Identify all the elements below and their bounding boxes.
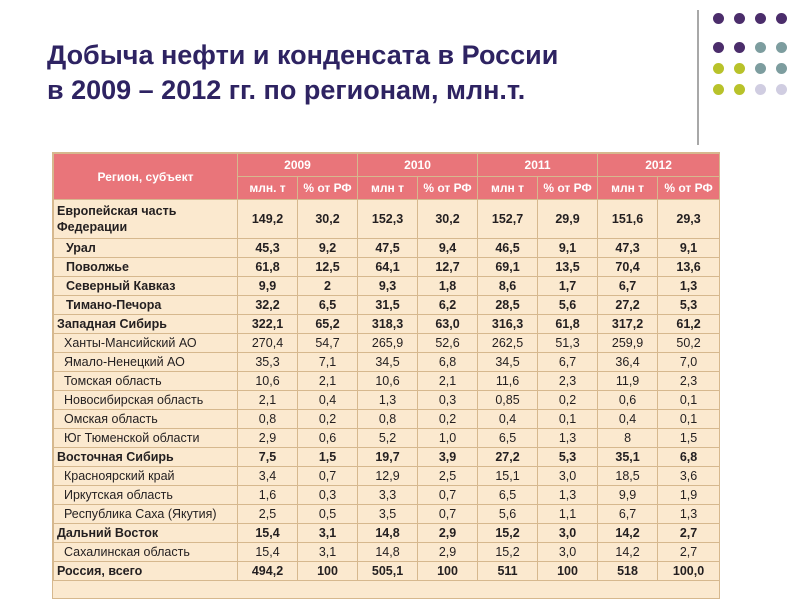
volume-cell: 15,4 — [238, 524, 298, 543]
share-cell: 5,3 — [658, 296, 720, 315]
unit-header: % от РФ — [538, 177, 598, 200]
volume-cell: 64,1 — [358, 258, 418, 277]
share-cell: 0,1 — [538, 410, 598, 429]
share-cell: 54,7 — [298, 334, 358, 353]
year-header-2012: 2012 — [598, 154, 720, 177]
share-cell: 52,6 — [418, 334, 478, 353]
volume-cell: 6,7 — [598, 505, 658, 524]
volume-cell: 11,6 — [478, 372, 538, 391]
volume-cell: 46,5 — [478, 239, 538, 258]
volume-cell: 9,9 — [238, 277, 298, 296]
share-cell: 3,0 — [538, 467, 598, 486]
volume-cell: 15,2 — [478, 543, 538, 562]
volume-cell: 35,3 — [238, 353, 298, 372]
table-row — [54, 277, 720, 296]
share-cell: 9,1 — [658, 239, 720, 258]
table-row — [54, 543, 720, 562]
volume-cell: 2,1 — [238, 391, 298, 410]
volume-cell: 34,5 — [358, 353, 418, 372]
volume-cell: 265,9 — [358, 334, 418, 353]
share-cell: 65,2 — [298, 315, 358, 334]
volume-cell: 9,9 — [598, 486, 658, 505]
volume-cell: 27,2 — [478, 448, 538, 467]
share-cell: 6,2 — [418, 296, 478, 315]
decorative-dot — [755, 84, 766, 95]
volume-cell: 6,5 — [478, 486, 538, 505]
volume-cell: 151,6 — [598, 200, 658, 239]
share-cell: 1,5 — [658, 429, 720, 448]
volume-cell: 19,7 — [358, 448, 418, 467]
share-cell: 3,6 — [658, 467, 720, 486]
volume-cell: 262,5 — [478, 334, 538, 353]
table-row — [54, 448, 720, 467]
decorative-dot — [755, 42, 766, 53]
decorative-dot — [734, 42, 745, 53]
volume-cell: 5,6 — [478, 505, 538, 524]
share-cell: 2,3 — [538, 372, 598, 391]
decorative-dot — [776, 63, 787, 74]
table-row — [54, 239, 720, 258]
share-cell: 1,8 — [418, 277, 478, 296]
share-cell: 2,7 — [658, 524, 720, 543]
table-body — [54, 200, 720, 581]
share-cell: 2,1 — [418, 372, 478, 391]
volume-cell: 14,8 — [358, 543, 418, 562]
decorative-dot — [713, 84, 724, 95]
decorative-dot — [776, 42, 787, 53]
volume-cell: 0,8 — [238, 410, 298, 429]
volume-cell: 270,4 — [238, 334, 298, 353]
region-name-cell: Омская область — [54, 410, 238, 429]
share-cell: 100 — [298, 562, 358, 581]
region-column-header: Регион, субъект — [54, 154, 238, 200]
volume-cell: 15,4 — [238, 543, 298, 562]
volume-cell: 3,3 — [358, 486, 418, 505]
share-cell: 1,7 — [538, 277, 598, 296]
share-cell: 1,3 — [538, 429, 598, 448]
share-cell: 1,5 — [298, 448, 358, 467]
slide-title-line-2: в 2009 – 2012 гг. по регионам, млн.т. — [47, 75, 526, 105]
share-cell: 7,0 — [658, 353, 720, 372]
volume-cell: 10,6 — [358, 372, 418, 391]
volume-cell: 69,1 — [478, 258, 538, 277]
decorative-dot — [755, 13, 766, 24]
table-row — [54, 200, 720, 239]
volume-cell: 11,9 — [598, 372, 658, 391]
share-cell: 61,8 — [538, 315, 598, 334]
decorative-dot-grid — [713, 13, 795, 125]
oil-production-table — [53, 153, 720, 581]
share-cell: 3,9 — [418, 448, 478, 467]
decorative-dot — [734, 13, 745, 24]
table-row — [54, 372, 720, 391]
region-name-cell: Дальний Восток — [54, 524, 238, 543]
table-row — [54, 467, 720, 486]
share-cell: 0,1 — [658, 410, 720, 429]
share-cell: 3,0 — [538, 524, 598, 543]
region-name-cell: Новосибирская область — [54, 391, 238, 410]
volume-cell: 3,5 — [358, 505, 418, 524]
volume-cell: 14,2 — [598, 524, 658, 543]
table-row — [54, 334, 720, 353]
volume-cell: 47,3 — [598, 239, 658, 258]
share-cell: 0,6 — [298, 429, 358, 448]
volume-cell: 7,5 — [238, 448, 298, 467]
year-header-2011: 2011 — [478, 154, 598, 177]
share-cell: 1,9 — [658, 486, 720, 505]
share-cell: 0,7 — [418, 505, 478, 524]
region-name-cell: Поволжье — [54, 258, 238, 277]
volume-cell: 31,5 — [358, 296, 418, 315]
volume-cell: 0,6 — [598, 391, 658, 410]
share-cell: 100,0 — [658, 562, 720, 581]
volume-cell: 27,2 — [598, 296, 658, 315]
unit-header: млн т — [478, 177, 538, 200]
share-cell: 1,3 — [658, 505, 720, 524]
unit-header: % от РФ — [658, 177, 720, 200]
table-header-years-row — [54, 154, 720, 177]
region-name-cell: Россия, всего — [54, 562, 238, 581]
share-cell: 0,4 — [298, 391, 358, 410]
table-row — [54, 562, 720, 581]
table-row — [54, 505, 720, 524]
table-row — [54, 524, 720, 543]
volume-cell: 511 — [478, 562, 538, 581]
region-name-cell: Республика Саха (Якутия) — [54, 505, 238, 524]
share-cell: 63,0 — [418, 315, 478, 334]
share-cell: 6,7 — [538, 353, 598, 372]
region-name-cell: Ханты-Мансийский АО — [54, 334, 238, 353]
share-cell: 1,3 — [538, 486, 598, 505]
share-cell: 1,1 — [538, 505, 598, 524]
decorative-dot — [713, 63, 724, 74]
volume-cell: 494,2 — [238, 562, 298, 581]
volume-cell: 32,2 — [238, 296, 298, 315]
share-cell: 6,8 — [658, 448, 720, 467]
volume-cell: 8,6 — [478, 277, 538, 296]
volume-cell: 61,8 — [238, 258, 298, 277]
volume-cell: 518 — [598, 562, 658, 581]
volume-cell: 152,7 — [478, 200, 538, 239]
share-cell: 1,3 — [658, 277, 720, 296]
year-header-2009: 2009 — [238, 154, 358, 177]
share-cell: 2,7 — [658, 543, 720, 562]
decorative-divider — [697, 10, 699, 145]
volume-cell: 317,2 — [598, 315, 658, 334]
share-cell: 0,5 — [298, 505, 358, 524]
volume-cell: 0,4 — [598, 410, 658, 429]
volume-cell: 0,4 — [478, 410, 538, 429]
unit-header: % от РФ — [418, 177, 478, 200]
unit-header: млн. т — [238, 177, 298, 200]
unit-header: млн т — [358, 177, 418, 200]
volume-cell: 15,2 — [478, 524, 538, 543]
share-cell: 12,7 — [418, 258, 478, 277]
region-name-cell: Восточная Сибирь — [54, 448, 238, 467]
volume-cell: 322,1 — [238, 315, 298, 334]
share-cell: 9,2 — [298, 239, 358, 258]
table-row — [54, 410, 720, 429]
share-cell: 0,3 — [418, 391, 478, 410]
region-name-cell: Юг Тюменской области — [54, 429, 238, 448]
volume-cell: 15,1 — [478, 467, 538, 486]
volume-cell: 259,9 — [598, 334, 658, 353]
share-cell: 29,3 — [658, 200, 720, 239]
slide-title — [47, 38, 687, 108]
region-name-cell: Томская область — [54, 372, 238, 391]
region-name-cell: Урал — [54, 239, 238, 258]
table-row — [54, 486, 720, 505]
decorative-dot — [776, 84, 787, 95]
region-name-cell: Европейская часть Федерации — [54, 200, 238, 239]
decorative-dot — [755, 63, 766, 74]
slide-title-line-1: Добыча нефти и конденсата в России — [47, 40, 559, 70]
unit-header: % от РФ — [298, 177, 358, 200]
share-cell: 13,5 — [538, 258, 598, 277]
share-cell: 0,7 — [418, 486, 478, 505]
volume-cell: 9,3 — [358, 277, 418, 296]
table-row — [54, 258, 720, 277]
share-cell: 2,3 — [658, 372, 720, 391]
share-cell: 0,2 — [538, 391, 598, 410]
volume-cell: 18,5 — [598, 467, 658, 486]
share-cell: 0,2 — [418, 410, 478, 429]
share-cell: 3,0 — [538, 543, 598, 562]
region-name-cell: Красноярский край — [54, 467, 238, 486]
volume-cell: 70,4 — [598, 258, 658, 277]
volume-cell: 3,4 — [238, 467, 298, 486]
share-cell: 7,1 — [298, 353, 358, 372]
volume-cell: 14,2 — [598, 543, 658, 562]
table-row — [54, 391, 720, 410]
share-cell: 2,9 — [418, 524, 478, 543]
volume-cell: 316,3 — [478, 315, 538, 334]
volume-cell: 1,3 — [358, 391, 418, 410]
volume-cell: 0,8 — [358, 410, 418, 429]
decorative-dot — [734, 84, 745, 95]
volume-cell: 10,6 — [238, 372, 298, 391]
volume-cell: 28,5 — [478, 296, 538, 315]
decorative-dot — [713, 13, 724, 24]
volume-cell: 1,6 — [238, 486, 298, 505]
share-cell: 1,0 — [418, 429, 478, 448]
unit-header: млн т — [598, 177, 658, 200]
volume-cell: 6,7 — [598, 277, 658, 296]
share-cell: 5,6 — [538, 296, 598, 315]
table-row — [54, 353, 720, 372]
share-cell: 2,1 — [298, 372, 358, 391]
volume-cell: 5,2 — [358, 429, 418, 448]
volume-cell: 0,85 — [478, 391, 538, 410]
share-cell: 100 — [538, 562, 598, 581]
volume-cell: 152,3 — [358, 200, 418, 239]
volume-cell: 318,3 — [358, 315, 418, 334]
decorative-dot — [776, 13, 787, 24]
volume-cell: 2,9 — [238, 429, 298, 448]
volume-cell: 505,1 — [358, 562, 418, 581]
share-cell: 51,3 — [538, 334, 598, 353]
share-cell: 9,1 — [538, 239, 598, 258]
volume-cell: 45,3 — [238, 239, 298, 258]
share-cell: 100 — [418, 562, 478, 581]
decorative-dot — [734, 63, 745, 74]
volume-cell: 14,8 — [358, 524, 418, 543]
share-cell: 5,3 — [538, 448, 598, 467]
decorative-dot — [713, 42, 724, 53]
share-cell: 3,1 — [298, 524, 358, 543]
share-cell: 0,3 — [298, 486, 358, 505]
share-cell: 0,7 — [298, 467, 358, 486]
volume-cell: 6,5 — [478, 429, 538, 448]
volume-cell: 47,5 — [358, 239, 418, 258]
region-name-cell: Западная Сибирь — [54, 315, 238, 334]
share-cell: 12,5 — [298, 258, 358, 277]
region-name-cell: Ямало-Ненецкий АО — [54, 353, 238, 372]
region-name-cell: Сахалинская область — [54, 543, 238, 562]
share-cell: 30,2 — [298, 200, 358, 239]
share-cell: 2 — [298, 277, 358, 296]
share-cell: 3,1 — [298, 543, 358, 562]
share-cell: 2,5 — [418, 467, 478, 486]
oil-production-table-container — [52, 152, 720, 599]
table-row — [54, 296, 720, 315]
share-cell: 30,2 — [418, 200, 478, 239]
table-row — [54, 315, 720, 334]
share-cell: 29,9 — [538, 200, 598, 239]
volume-cell: 36,4 — [598, 353, 658, 372]
volume-cell: 34,5 — [478, 353, 538, 372]
share-cell: 2,9 — [418, 543, 478, 562]
share-cell: 61,2 — [658, 315, 720, 334]
share-cell: 6,5 — [298, 296, 358, 315]
region-name-cell: Тимано-Печора — [54, 296, 238, 315]
share-cell: 50,2 — [658, 334, 720, 353]
share-cell: 0,2 — [298, 410, 358, 429]
year-header-2010: 2010 — [358, 154, 478, 177]
volume-cell: 35,1 — [598, 448, 658, 467]
share-cell: 6,8 — [418, 353, 478, 372]
table-row — [54, 429, 720, 448]
volume-cell: 12,9 — [358, 467, 418, 486]
volume-cell: 2,5 — [238, 505, 298, 524]
share-cell: 9,4 — [418, 239, 478, 258]
share-cell: 13,6 — [658, 258, 720, 277]
volume-cell: 149,2 — [238, 200, 298, 239]
region-name-cell: Иркутская область — [54, 486, 238, 505]
volume-cell: 8 — [598, 429, 658, 448]
region-name-cell: Северный Кавказ — [54, 277, 238, 296]
share-cell: 0,1 — [658, 391, 720, 410]
